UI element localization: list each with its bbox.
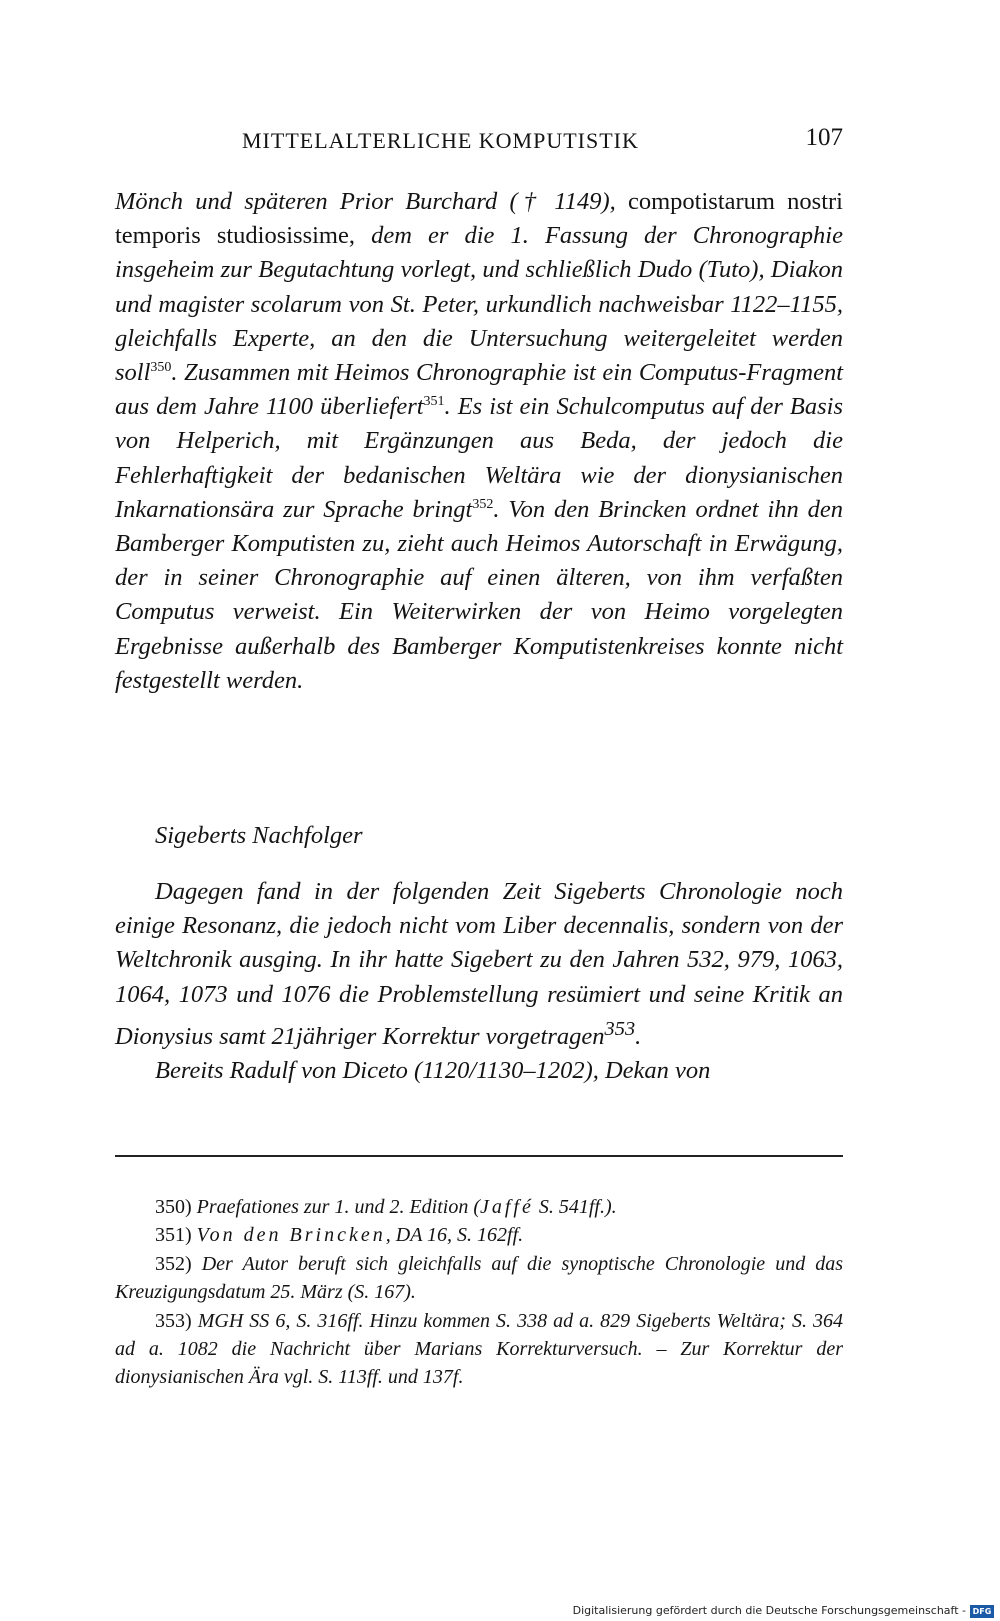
dfg-logo: DFG (970, 1605, 994, 1618)
paragraph-2 (115, 875, 843, 1054)
footnote-350 (115, 1193, 843, 1221)
footnote-divider (115, 1155, 843, 1157)
footnote-text: S. 541ff.). (533, 1196, 617, 1218)
digitization-credit: Digitalisierung gefördert durch die Deutsche Forschungsgemeinschaft - (572, 1604, 966, 1617)
footnote-351 (115, 1221, 843, 1249)
paragraph-1 (115, 185, 843, 698)
running-title: MITTELALTERLICHE KOMPUTISTIK (242, 128, 639, 153)
footnote-number: 351) (155, 1224, 192, 1247)
footnote-text: Praefationes zur 1. und 2. Edition ( (196, 1196, 480, 1218)
footnote-ref-350[interactable]: 350 (150, 359, 172, 375)
page-number: 107 (805, 124, 843, 151)
text-run: dem er die 1. Fassung der Chronographie insgeheim zur Begutachtung vorlegt, und schließlich Dudo (Tuto), Diakon und magister scolarum von St. Peter, urkundlich nachweisbar 1122–1155, gleichfalls Experte, an den die Untersuchung weitergeleitet werden soll (115, 222, 843, 387)
author-name: Von den Brincken (196, 1224, 386, 1247)
author-name: Jaffé (480, 1196, 534, 1218)
footnote-text: Der Autor beruft sich gleichfalls auf die synoptische Chronologie und das Kreuzigungsdatum 25. März (S. 167). (115, 1252, 843, 1304)
section-text (115, 875, 843, 1088)
footnote-number: 353) (155, 1309, 192, 1332)
text-run: . Von den Brincken ordnet ihn den Bamberger Komputisten zu, zieht auch Heimos Autorschaft in Erwägung, der in seiner Chronographie auf einen älteren, von ihm verfaßten Computus verweist. Ein Weiterwirken der von Heimo vorgelegten Ergebnisse außerhalb des Bamberger Komputistenkreises konnte nicht festgestellt werden. (115, 495, 843, 694)
text-run: . Es ist ein Schulcomputus auf der Basis von Helperich, mit Ergänzungen aus Beda, der jedoch die Fehlerhaftigkeit der bedanischen Weltära wie der dionysianischen Inkarnationsära zur Sprache bringt (115, 393, 843, 523)
footnote-352 (115, 1250, 843, 1307)
text-run: . (635, 1022, 642, 1050)
section-heading: Sigeberts Nachfolger (155, 822, 363, 849)
footnote-text: , DA 16, S. 162ff. (385, 1224, 524, 1247)
running-header (115, 120, 843, 160)
footnote-text: MGH SS 6, S. 316ff. Hinzu kommen S. 338 ad a. 829 Sigeberts Weltära; S. 364 ad a. 1082 die Nachricht über Marians Korrekturversuch. – Zur Korrektur der dionysianischen Ära vgl. S. 113ff. und 137f. (115, 1309, 844, 1389)
text-run: Dagegen fand in der folgenden Zeit Sigeberts Chronologie noch einige Resonanz, die jedoch nicht vom Liber decennalis, sondern von der Weltchronik ausging. In ihr hatte Sigebert zu den Jahren 532, 979, 1063, 1064, 1073 und 1076 die Problemstellung resümiert und seine Kritik an Dionysius samt 21jähriger Korrektur vorgetragen (115, 878, 843, 1050)
footnote-ref-352[interactable]: 352 (472, 496, 494, 512)
footnotes (115, 1193, 843, 1392)
latin-quotation: compotistarum nostri temporis studiosissime, (115, 188, 843, 250)
paragraph-3: Bereits Radulf von Diceto (1120/1130–1202), Dekan von (155, 1057, 711, 1085)
footnote-number: 350) (155, 1196, 192, 1218)
main-text (115, 185, 843, 698)
footnote-ref-351[interactable]: 351 (423, 394, 445, 410)
footnote-number: 352) (155, 1252, 192, 1275)
footnote-353 (115, 1307, 843, 1392)
text-run: Mönch und späteren Prior Burchard († 1149), (115, 188, 628, 215)
text-run: . Zusammen mit Heimos Chronographie ist ein Computus-Fragment aus dem Jahre 1100 überliefert (115, 359, 843, 421)
footnote-ref-353[interactable]: 353 (604, 1017, 636, 1040)
